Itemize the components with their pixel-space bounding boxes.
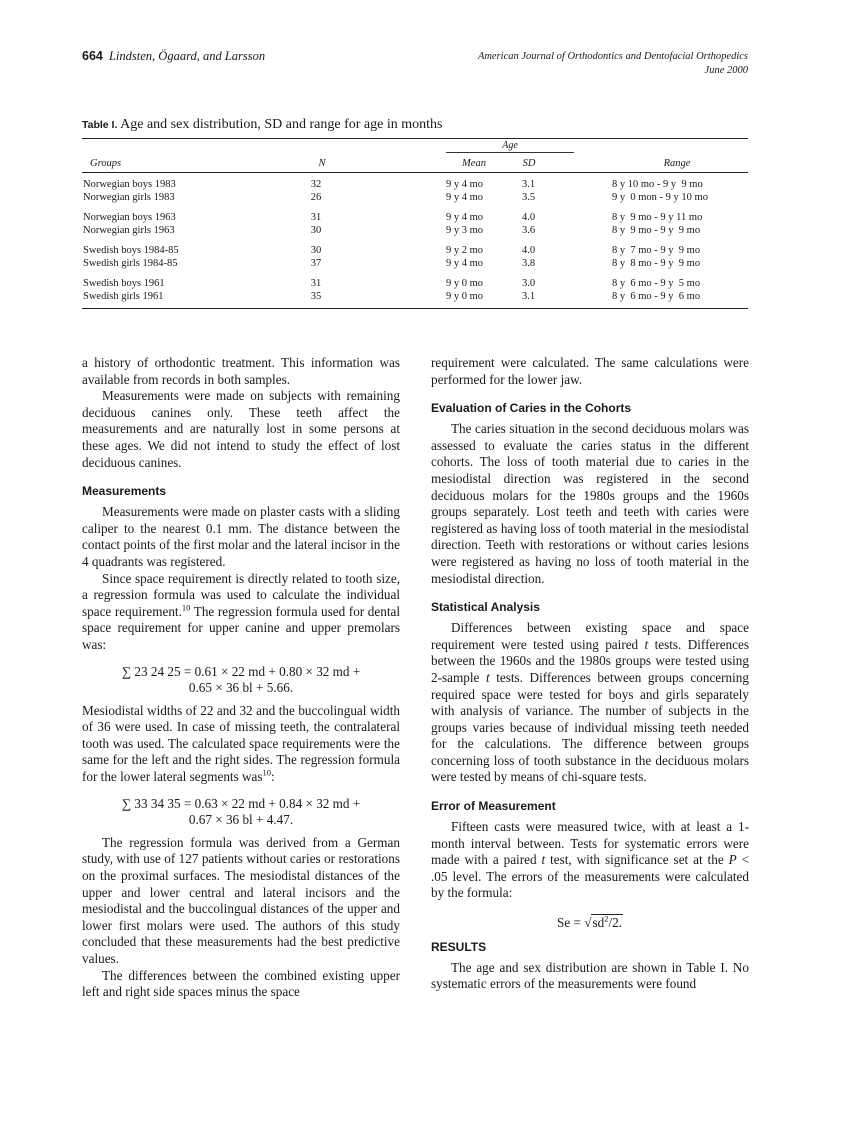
cell-range: 8 y 7 mo - 9 y 9 mo xyxy=(612,245,701,256)
equation-lhs: Se = xyxy=(556,915,585,931)
cell-n: 35 xyxy=(310,290,322,302)
cell-sd: 4.0 xyxy=(522,245,536,256)
paragraph: The regression formula was derived from a German study, with use of 127 patients without caries or restorations on the proximal surfaces. The mesiodistal distances of the upper and lower central and lateral incisors and the mesiodistal and the buccolingual distances of the upper and lower first molars were used. The authors of this study concluded that these measurements had the best predictive values. xyxy=(82,834,400,966)
cell-sd: 3.1 xyxy=(522,290,536,302)
table-row xyxy=(82,225,748,238)
row-pair xyxy=(82,278,748,304)
table-row xyxy=(82,278,748,291)
italic-symbol: t xyxy=(541,852,546,868)
text: < .05 level. The errors of the measurements were calculated by the formula: xyxy=(431,852,750,901)
equation-line: ∑ 23 24 25 = 0.61 × 22 md + 0.80 × 32 md + xyxy=(121,663,361,679)
cell-sd: 3.6 xyxy=(522,224,536,236)
cell-sd: 3.0 xyxy=(522,278,536,289)
row-pair xyxy=(82,245,748,278)
section-heading-statistics: Statistical Analysis xyxy=(431,600,540,615)
table-caption xyxy=(82,117,748,134)
cell-n: 26 xyxy=(310,191,322,203)
cell-group: Swedish girls 1984-85 xyxy=(83,257,178,269)
age-group-rule xyxy=(446,152,574,153)
paragraph: requirement were calculated. The same calculations were performed for the lower jaw. xyxy=(431,355,749,387)
cell-n: 37 xyxy=(310,257,322,269)
section-heading-caries: Evaluation of Caries in the Cohorts xyxy=(431,401,632,416)
cell-mean: 9 y 0 mo xyxy=(446,290,484,302)
cell-mean: 9 y 0 mo xyxy=(446,278,484,289)
cell-n: 32 xyxy=(310,179,322,190)
text: /2. xyxy=(608,915,622,931)
cell-group: Norwegian boys 1983 xyxy=(83,179,176,190)
superscript: 2 xyxy=(604,913,609,924)
age-group-header: Age xyxy=(502,140,518,151)
italic-symbol: P xyxy=(728,852,737,868)
cell-n: 31 xyxy=(310,212,322,223)
header-groups: Groups xyxy=(90,158,122,169)
section-heading-results: RESULTS xyxy=(431,939,487,954)
text: : xyxy=(271,769,275,785)
radicand xyxy=(591,914,623,930)
cell-range: 8 y 6 mo - 9 y 6 mo xyxy=(612,290,701,302)
cell-group: Swedish girls 1961 xyxy=(83,290,164,302)
equation-upper xyxy=(82,664,400,697)
cell-group: Norwegian girls 1963 xyxy=(83,224,175,236)
paragraph: The differences between the combined existing upper left and right side spaces minus the space xyxy=(82,967,400,1000)
reference-superscript: 10 xyxy=(262,767,272,778)
table-body xyxy=(82,173,748,308)
cell-n: 30 xyxy=(310,224,322,236)
table-row xyxy=(82,179,748,192)
paragraph xyxy=(431,620,749,786)
paragraph: The caries situation in the second deciduous molars was assessed to evaluate the caries status in the different cohorts. The loss of tooth material due to caries in the mesiodistal direction was registered in the second deciduous molars for the 1980s groups and the 1960s groups separately. Lost teeth and teeth with caries were registered as having loss of tooth material in the mesiodistal direction. Teeth with restorations or without caries lesions were registered as having no loss of tooth material in the mesiodistal direction. xyxy=(431,421,749,586)
header-n: N xyxy=(318,158,326,169)
cell-range: 8 y 9 mo - 9 y 11 mo xyxy=(612,212,703,223)
cell-mean: 9 y 4 mo xyxy=(446,212,484,223)
paragraph xyxy=(82,703,400,786)
table-row xyxy=(82,192,748,205)
left-column xyxy=(82,355,400,1001)
cell-group: Norwegian boys 1963 xyxy=(83,212,176,223)
paragraph: Measurements were made on plaster casts with a sliding caliper to the nearest 0.1 mm. The distance between the contact points of the first molar and the lateral incisor in the 4 quadrants was registered. xyxy=(82,504,400,569)
paragraph: a history of orthodontic treatment. This information was available from records in both samples. xyxy=(82,355,400,387)
cell-group: Swedish boys 1984-85 xyxy=(83,245,179,256)
cell-sd: 3.8 xyxy=(522,257,536,269)
header-mean: Mean xyxy=(462,158,486,169)
italic-symbol: t xyxy=(644,636,649,652)
page-number: 664 xyxy=(82,49,103,63)
right-column xyxy=(431,355,749,993)
paragraph: Measurements were made on subjects with remaining deciduous canines only. These teeth affect the measurements and are naturally lost in some persons at these ages. We did not intend to study the effect of lost deciduous canines. xyxy=(82,388,400,470)
running-head xyxy=(82,49,748,89)
paragraph xyxy=(82,571,400,654)
text: test, with significance set at the xyxy=(545,852,729,868)
cell-range: 9 y 0 mon - 9 y 10 mo xyxy=(612,191,708,203)
journal-title: American Journal of Orthodontics and Dentofacial Orthopedics xyxy=(477,51,748,62)
paragraph xyxy=(431,819,749,902)
header-sd: SD xyxy=(522,158,536,169)
table-row xyxy=(82,291,748,304)
radical-sign: √ xyxy=(584,915,592,931)
cell-range: 8 y 9 mo - 9 y 9 mo xyxy=(612,224,701,236)
cell-mean: 9 y 4 mo xyxy=(446,191,484,203)
table-1 xyxy=(82,117,748,309)
section-heading-error: Error of Measurement xyxy=(431,799,556,814)
cell-n: 30 xyxy=(310,245,322,256)
equation-line: 0.65 × 36 bl + 5.66. xyxy=(188,680,294,696)
equation-line: ∑ 33 34 35 = 0.63 × 22 md + 0.84 × 32 md + xyxy=(121,795,361,811)
cell-sd: 4.0 xyxy=(522,212,536,223)
table-caption-text: Age and sex distribution, SD and range for age in months xyxy=(120,117,443,132)
table-row xyxy=(82,258,748,271)
text: Fifteen casts were measured twice, with at least a 1-month interval between. Tests for systematic errors were made with a paired xyxy=(431,819,749,868)
text: Since space requirement is directly related to tooth size, a regression formula was used to calculate the individual space requirement. xyxy=(82,570,400,619)
table-row xyxy=(82,212,748,225)
cell-mean: 9 y 4 mo xyxy=(446,257,484,269)
cell-group: Swedish boys 1961 xyxy=(83,278,165,289)
section-heading-measurements: Measurements xyxy=(82,484,167,499)
italic-symbol: t xyxy=(485,669,490,685)
equation-lower xyxy=(82,796,400,829)
reference-superscript: 10 xyxy=(181,602,191,613)
cell-n: 31 xyxy=(310,278,322,289)
cell-mean: 9 y 2 mo xyxy=(446,245,484,256)
table-header xyxy=(82,139,748,172)
cell-range: 8 y 10 mo - 9 y 9 mo xyxy=(612,179,703,190)
running-head-right xyxy=(478,50,748,78)
text: Differences between existing space and space requirement were tested using paired xyxy=(431,620,749,652)
authors: Lindsten, Ögaard, and Larsson xyxy=(108,49,266,63)
text: tests. Differences between the 1960s and the 1980s groups were tested using 2-sample xyxy=(431,636,749,685)
header-range: Range xyxy=(663,158,691,169)
cell-sd: 3.1 xyxy=(522,179,536,190)
text: Mesiodistal widths of 22 and 32 and the buccolingual width of 36 were used. In case of missing teeth, the contralateral tooth was used. The calculated space requirements were the same for the left and the right sides. The regression formula for the lower lateral segments was xyxy=(82,702,400,785)
equation-line: 0.67 × 36 bl + 4.47. xyxy=(188,812,294,828)
cell-range: 8 y 8 mo - 9 y 9 mo xyxy=(612,257,701,269)
text: sd xyxy=(592,915,605,931)
table-bottom-rule xyxy=(82,308,748,309)
running-head-left xyxy=(82,49,265,64)
paragraph: The age and sex distribution are shown in Table I. No systematic errors of the measurements were found xyxy=(431,959,749,992)
row-pair xyxy=(82,212,748,245)
row-pair xyxy=(82,179,748,212)
issue-date: June 2000 xyxy=(704,65,748,76)
cell-mean: 9 y 3 mo xyxy=(446,224,484,236)
cell-sd: 3.5 xyxy=(522,191,536,203)
cell-range: 8 y 6 mo - 9 y 5 mo xyxy=(612,278,701,289)
cell-mean: 9 y 4 mo xyxy=(446,179,484,190)
cell-group: Norwegian girls 1983 xyxy=(83,191,175,203)
table-label: Table I. xyxy=(82,119,118,131)
equation-se xyxy=(431,914,749,932)
table-row xyxy=(82,245,748,258)
text: tests. Differences between groups concerning required space were tested for boys and girls separately with analysis of variance. The number of subjects in the groups varies because of individual missing teeth needed for the calculations. The difference between groups concerning loss of tooth substance in the deciduous molars were tested by means of chi-square tests. xyxy=(431,669,749,785)
text: The regression formula used for dental space requirement for upper canine and upper premolars was: xyxy=(82,603,401,652)
